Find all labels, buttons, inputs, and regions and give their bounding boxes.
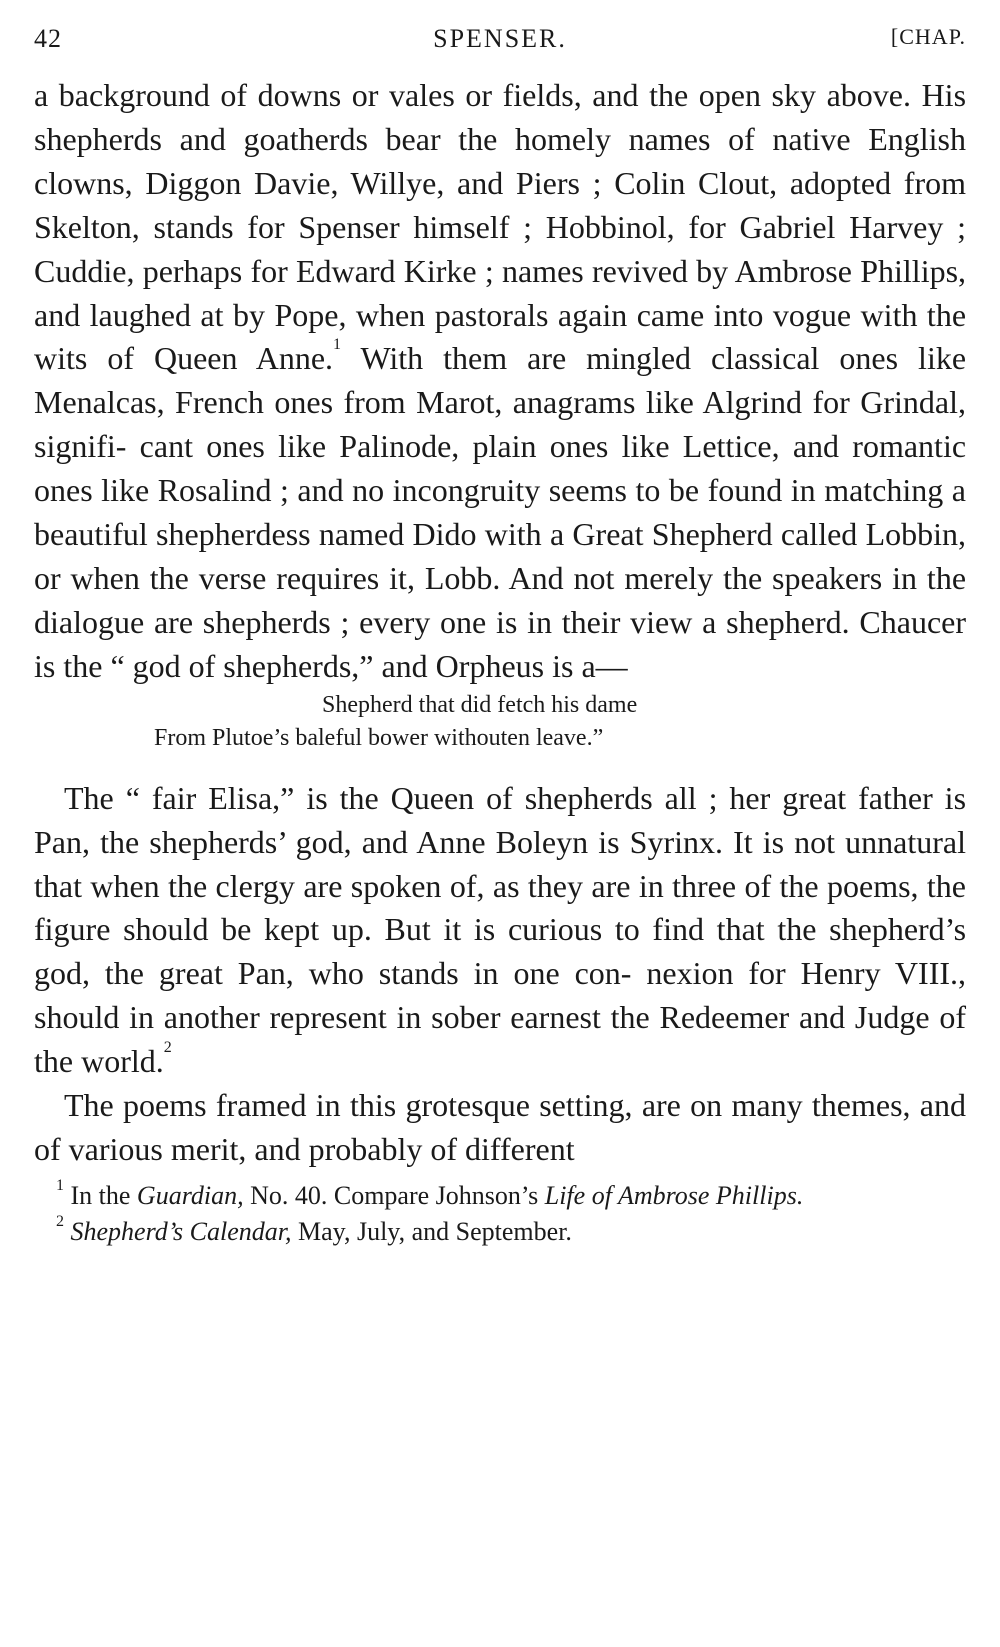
text-line: a shepherd. Chaucer is the “ god of shepherds,” and	[34, 603, 967, 684]
text-line: Orpheus is a—	[435, 647, 628, 684]
text-line: came into vogue with the wits of Queen Anne.	[34, 296, 967, 377]
paragraph-3	[34, 1084, 966, 1172]
footnotes	[34, 1178, 966, 1250]
text-line: verse requires it, Lobb. And not merely the speakers	[198, 559, 883, 596]
text-line: perhaps for Edward Kirke ; names revived by Ambrose	[142, 252, 852, 289]
text-line: Spenser himself ; Hobbinol, for Gabriel Harvey ; Cuddie,	[34, 208, 966, 289]
text-line: them are mingled classical ones like Menalcas, French ones	[34, 340, 967, 421]
paragraph-2	[34, 777, 966, 1084]
footnote-marker: 1	[56, 1176, 64, 1194]
text-line: cant ones like Palinode, plain ones like Lettice, and	[139, 428, 840, 465]
text-line: sober earnest the Redeemer and Judge of the world.	[34, 999, 966, 1080]
running-title: SPENSER.	[433, 24, 567, 53]
text-line: in the dialogue are shepherds ; every one is in their view	[34, 559, 967, 640]
running-header	[34, 22, 966, 66]
text-line: The poems framed in this grotesque setting, are on many	[64, 1087, 803, 1124]
text-line: figure should be kept up. But it is curious to find that	[34, 911, 765, 948]
text-line: sky above. His shepherds and goatherds bear the homely	[34, 77, 967, 157]
text-line: are spoken of, as they are in three of the poems, the	[303, 867, 967, 904]
footnote-text: No. 40. Compare Johnson’s	[243, 1180, 545, 1210]
text-line: be found in matching a beautiful shepherdess named	[34, 472, 967, 553]
text-line: The “ fair Elisa,” is the Queen of shepherds all ; her	[64, 779, 771, 816]
footnote-1	[34, 1178, 966, 1214]
text-line: the shepherd’s god, the great Pan, who stands in one con-	[34, 911, 967, 992]
footnote-ref[interactable]: 1	[333, 336, 342, 354]
quote-line-2: From Plutoe’s baleful bower withouten leave.”	[154, 724, 604, 751]
main-text	[34, 74, 966, 1172]
text-line: names of native English clowns, Diggon Davie, Willye,	[34, 120, 966, 201]
text-line: great father is Pan, the shepherds’ god, and Anne Boleyn	[34, 779, 967, 860]
text-line: a background of downs or vales or fields, and the open	[34, 77, 761, 113]
text-line: from Marot, anagrams like Algrind for Grindal, signifi-	[34, 384, 967, 465]
text-line: nexion for Henry VIII., should in another represent in	[34, 955, 967, 1036]
footnote-ref[interactable]: 2	[163, 1039, 172, 1057]
footnote-title: Guardian,	[136, 1180, 244, 1210]
text-line: romantic ones like Rosalind ; and no incongruity seems to	[34, 428, 967, 509]
text-line: and Piers ; Colin Clout, adopted from Skelton, stands for	[34, 164, 966, 245]
text-line: With	[360, 340, 424, 377]
footnote-title: Shepherd’s Calendar,	[70, 1216, 292, 1246]
footnote-text: May, July, and September.	[291, 1216, 572, 1246]
text-line: Phillips, and laughed at by Pope, when pastorals again	[34, 252, 967, 333]
text-line: Dido with a Great Shepherd called Lobbin, or when the	[34, 516, 967, 596]
footnote-2	[34, 1214, 966, 1250]
text-line: is Syrinx. It is not unnatural that when the clergy	[34, 823, 967, 904]
footnote-text: In the	[70, 1180, 137, 1210]
page-number: 42	[34, 24, 62, 53]
text-line: themes, and of various merit, and probably of different	[34, 1087, 967, 1167]
footnote-marker: 2	[56, 1212, 64, 1230]
spacer	[34, 755, 966, 777]
paragraph-1	[34, 74, 966, 689]
verse-quote	[34, 689, 966, 755]
quote-line-1: Shepherd that did fetch his dame	[322, 691, 638, 718]
footnote-title: Life of Ambrose Phillips.	[544, 1180, 804, 1210]
chapter-mark: [CHAP.	[890, 24, 966, 49]
